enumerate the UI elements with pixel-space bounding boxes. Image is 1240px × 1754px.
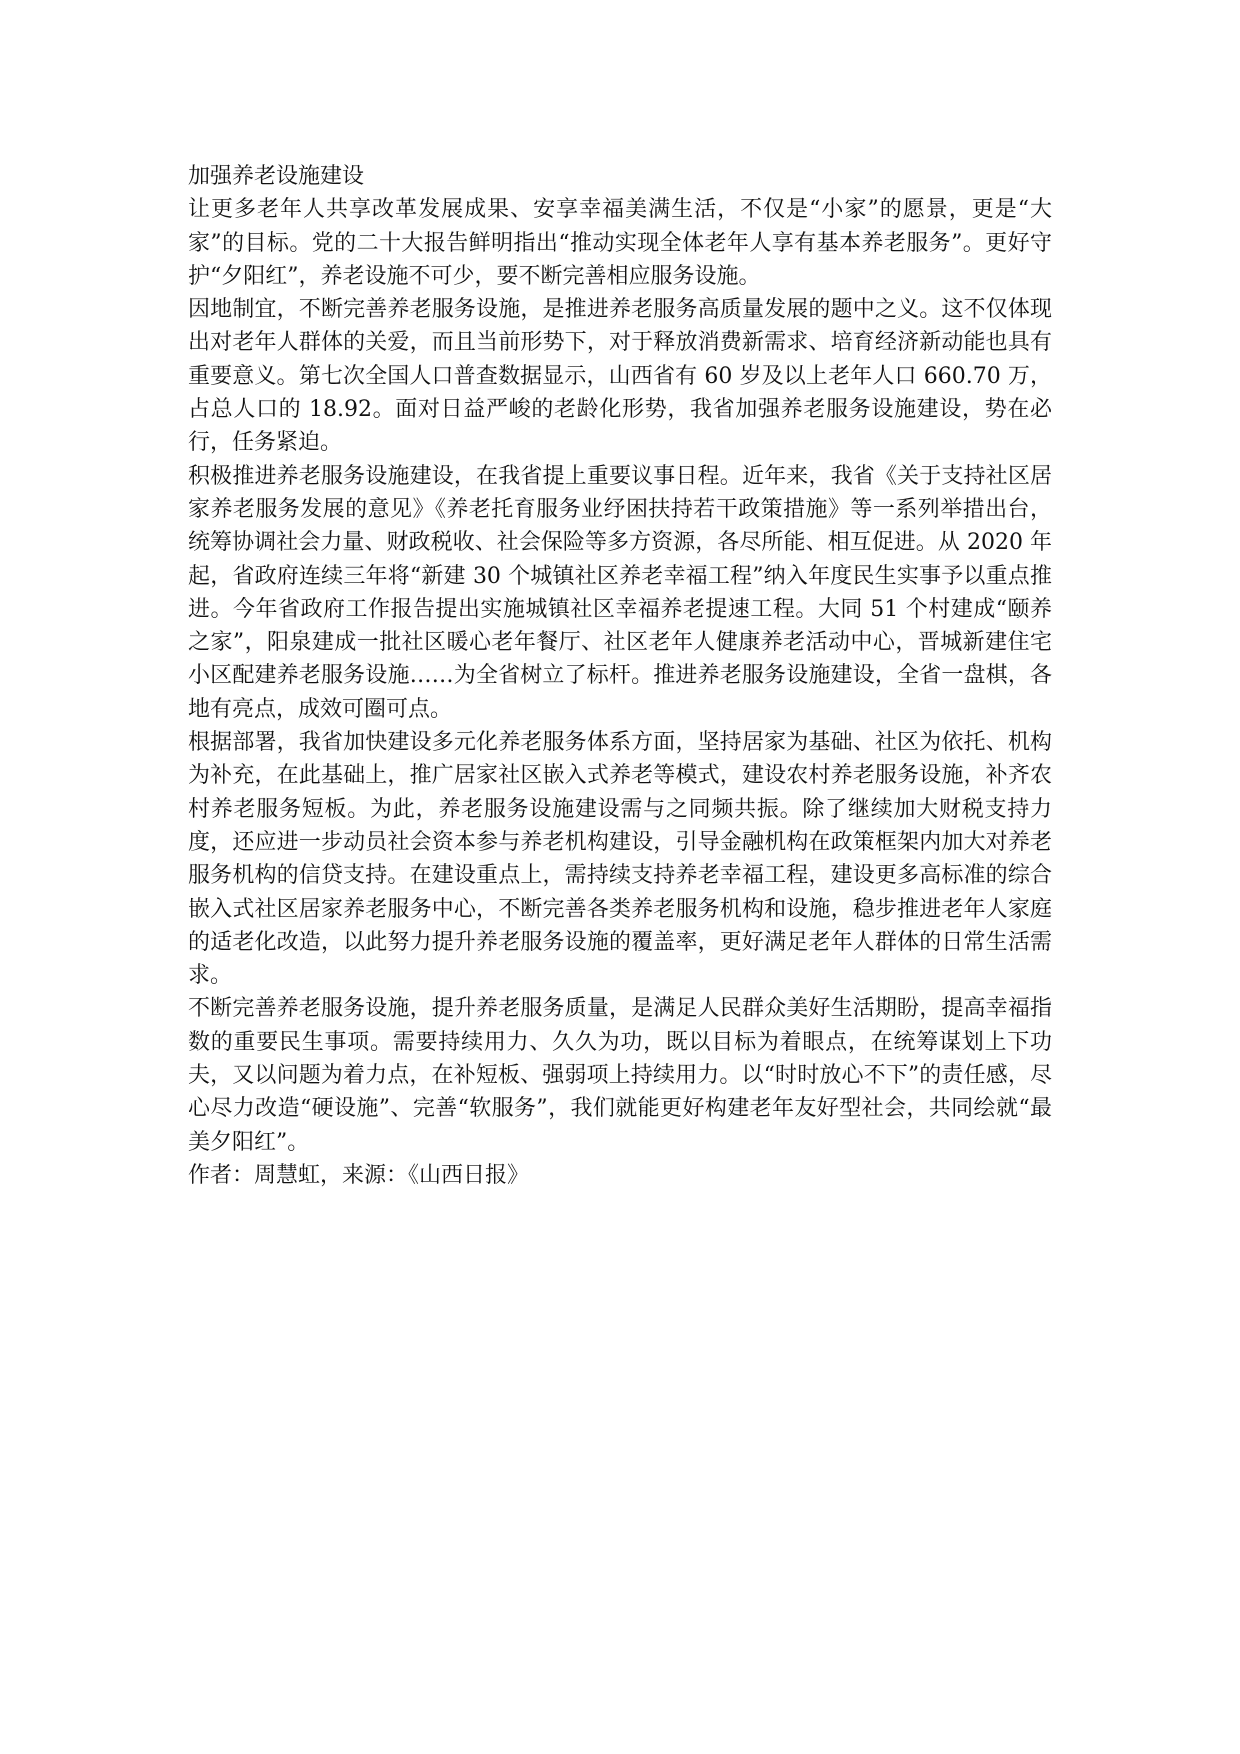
article-paragraph-2: 因地制宜，不断完善养老服务设施，是推进养老服务高质量发展的题中之义。这不仅体现出对老年人群体的关爱，而且当前形势下，对于释放消费新需求、培育经济新动能也具有重要意义。第七次全国人口普查数据显示，山西省有 60 岁及以上老年人口 660.70 万，占总人口的 18.92。面对日益严峻的老龄化形势，我省加强养老服务设施建设，势在必行，任务紧迫。 [188, 297, 1052, 456]
article-paragraph-3: 积极推进养老服务设施建设，在我省提上重要议事日程。近年来，我省《关于支持社区居家养老服务发展的意见》《养老托育服务业纾困扶持若干政策措施》等一系列举措出台，统筹协调社会力量、财政税收、社会保险等多方资源，各尽所能、相互促进。从 2020 年起，省政府连续三年将“新建 30 个城镇社区养老幸福工程”纳入年度民生实事予以重点推进。今年省政府工作报告提出实施城镇社区幸福养老提速工程。大同 51 个村建成“颐养之家”，阳泉建成一批社区暖心老年餐厅、社区老年人健康养老活动中心，晋城新建住宅小区配建养老服务设施……为全省树立了标杆。推进养老服务设施建设，全省一盘棋，各地有亮点，成效可圈可点。 [188, 463, 1052, 722]
article-body [188, 160, 1052, 1192]
article-paragraph-1: 让更多老年人共享改革发展成果、安享幸福美满生活，不仅是“小家”的愿景，更是“大家”的目标。党的二十大报告鲜明指出“推动实现全体老年人享有基本养老服务”。更好守护“夕阳红”，养老设施不可少，要不断完善相应服务设施。 [188, 197, 1052, 289]
article-paragraph-5: 不断完善养老服务设施，提升养老服务质量，是满足人民群众美好生活期盼，提高幸福指数的重要民生事项。需要持续用力、久久为功，既以目标为着眼点，在统筹谋划上下功夫，又以问题为着力点，在补短板、强弱项上持续用力。以“时时放心不下”的责任感，尽心尽力改造“硬设施”、完善“软服务”，我们就能更好构建老年友好型社会，共同绘就“最美夕阳红”。 [188, 996, 1052, 1155]
article-title: 加强养老设施建设 [188, 164, 365, 189]
article-paragraph-4: 根据部署，我省加快建设多元化养老服务体系方面，坚持居家为基础、社区为依托、机构为补充，在此基础上，推广居家社区嵌入式养老等模式，建设农村养老服务设施，补齐农村养老服务短板。为此，养老服务设施建设需与之同频共振。除了继续加大财税支持力度，还应进一步动员社会资本参与养老机构建设，引导金融机构在政策框架内加大对养老服务机构的信贷支持。在建设重点上，需持续支持养老幸福工程，建设更多高标准的综合嵌入式社区居家养老服务中心，不断完善各类养老服务机构和设施，稳步推进老年人家庭的适老化改造，以此努力提升养老服务设施的覆盖率，更好满足老年人群体的日常生活需求。 [188, 730, 1052, 989]
article-byline: 作者：周慧虹，来源：《山西日报》 [188, 1162, 530, 1188]
